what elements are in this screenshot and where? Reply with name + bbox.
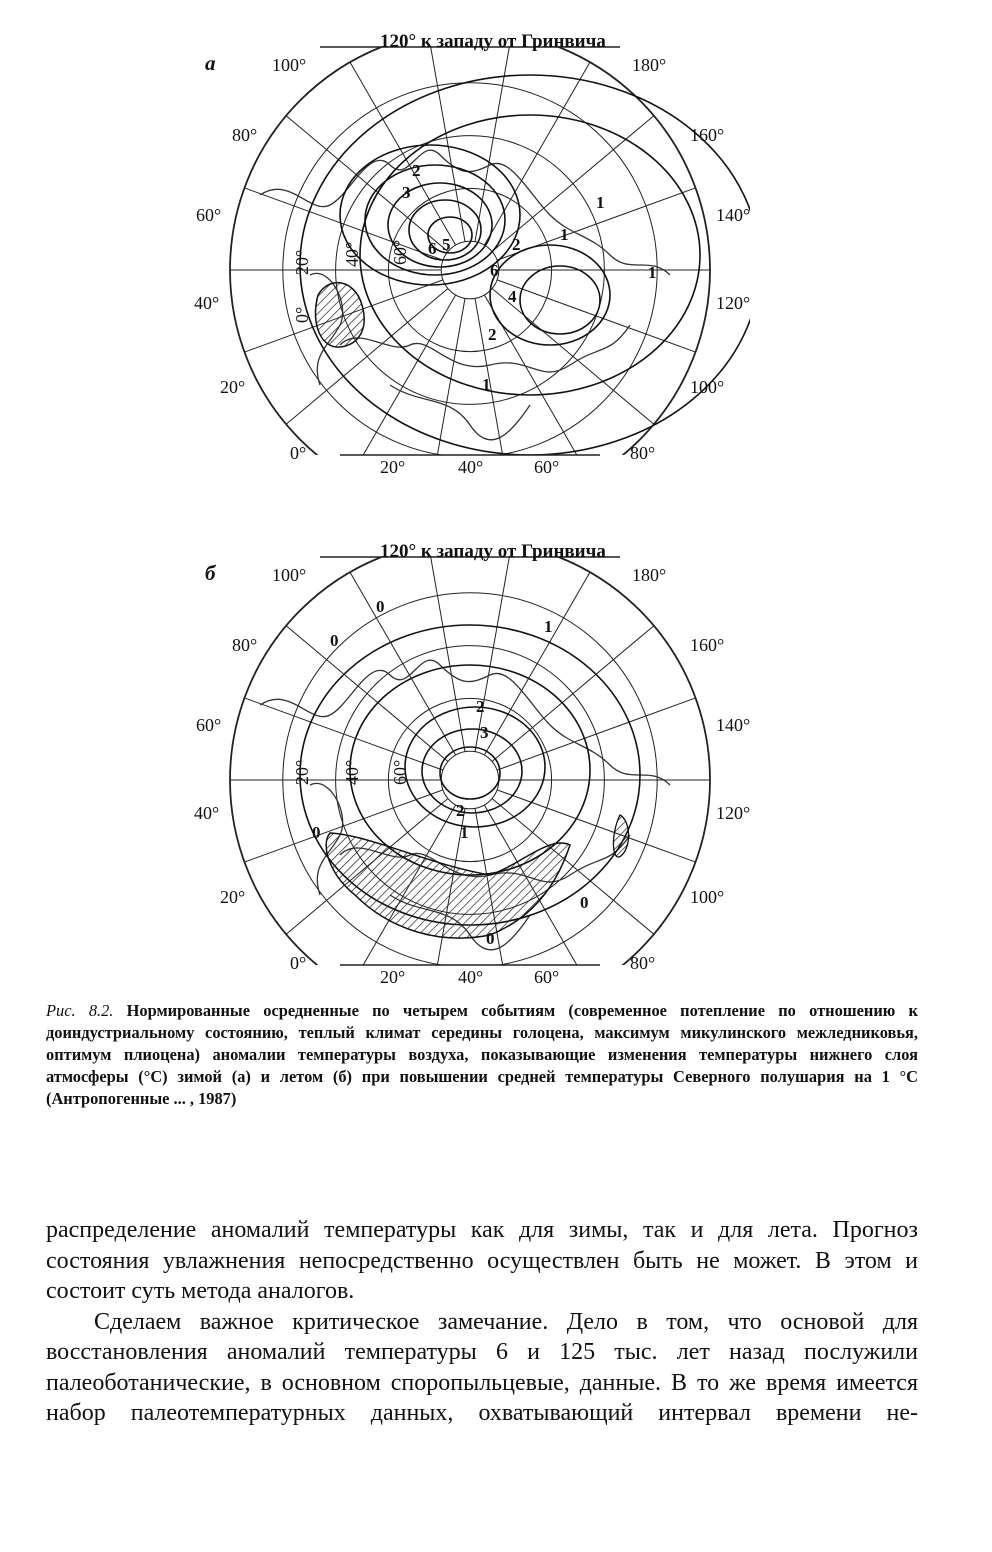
panel-letter: б: [205, 561, 216, 585]
contour-label: 0: [330, 631, 339, 650]
contour-label: 1: [544, 617, 553, 636]
panel-letter: а: [205, 51, 216, 75]
lon-label-left: 20°: [220, 377, 246, 397]
contour-label: 6: [490, 261, 499, 280]
lon-label-right: 100°: [690, 887, 725, 907]
figure-ref: Рис. 8.2.: [46, 1001, 114, 1020]
meridian-line: [497, 790, 695, 862]
polar-map-winter: [190, 25, 750, 495]
hatched-region: [315, 283, 364, 347]
contour-label: 1: [460, 823, 469, 842]
meridian-line: [350, 295, 456, 478]
figure-caption: [46, 1000, 918, 1110]
lon-label-right: 120°: [716, 803, 751, 823]
contour-label: 5: [442, 235, 451, 254]
meridian-line: [475, 544, 512, 752]
lon-label-right: 120°: [716, 293, 751, 313]
meridian-line: [475, 34, 512, 242]
contour-label: 6: [428, 239, 437, 258]
contour-label: 1: [482, 375, 491, 394]
paragraph: распределение аномалий температуры как для зимы, так и для лета. Прогноз состояния увлажнения непосредственно осуществлен быть не может. В этом и состоит суть метода аналогов.: [46, 1217, 918, 1304]
isoline: [520, 266, 600, 334]
contour-label: 1: [560, 225, 569, 244]
isoline: [440, 747, 500, 799]
lat-label: 60°: [390, 239, 410, 265]
lon-label-left: 60°: [196, 205, 222, 225]
lon-label-bottom: 60°: [534, 457, 560, 477]
contour-label: 2: [456, 801, 465, 820]
lon-label-right: 80°: [630, 443, 656, 463]
paragraph: Сделаем важное критическое замечание. Дело в том, что основой для восстановления аномалий температуры 6 и 125 тыс. лет назад послужили палеоботанические, в основном споропыльцевые, данные. В то же время имеется набор палеотемпературных данных, охватывающий интервал времени не-: [46, 1308, 918, 1426]
hatched-region: [613, 815, 628, 857]
lon-label-bottom: 40°: [458, 457, 484, 477]
meridian-line: [350, 572, 456, 755]
lon-label-right: 80°: [630, 953, 656, 973]
lon-label-left: 100°: [272, 565, 307, 585]
meridian-line: [484, 62, 590, 245]
lon-label-left: 40°: [194, 293, 220, 313]
lon-label-bottom: 20°: [380, 457, 406, 477]
isoline: [422, 729, 522, 813]
lon-label-left: 80°: [232, 125, 258, 145]
lon-label-left: 80°: [232, 635, 258, 655]
lon-label-right: 160°: [690, 635, 725, 655]
lon-label-left: 60°: [196, 715, 222, 735]
contour-label: 2: [512, 235, 521, 254]
lat-label: 0°: [292, 306, 312, 323]
lat-label: 60°: [390, 759, 410, 785]
polar-map-summer: [190, 535, 750, 1005]
meridian-line: [428, 544, 465, 752]
lon-label-left: 0°: [290, 953, 307, 973]
lon-label-left: 40°: [194, 803, 220, 823]
lon-label-bottom: 60°: [534, 967, 560, 987]
latitude-circle: [441, 751, 499, 809]
lon-label-right: 140°: [716, 205, 751, 225]
contour-label: 2: [488, 325, 497, 344]
contour-label: 0: [376, 597, 385, 616]
contour-label: 4: [508, 287, 517, 306]
contour-label: 0: [486, 929, 495, 948]
meridian-line: [484, 572, 590, 755]
meridian-line: [492, 289, 654, 425]
isoline: [360, 115, 700, 395]
lon-label-left: 20°: [220, 887, 246, 907]
lon-label-bottom: 40°: [458, 967, 484, 987]
lat-label: 40°: [342, 241, 362, 267]
contour-label: 3: [480, 723, 489, 742]
lon-label-right: 140°: [716, 715, 751, 735]
lon-label-bottom: 20°: [380, 967, 406, 987]
meridian-line: [286, 626, 448, 762]
hatched-region: [326, 833, 570, 938]
contour-label: 2: [476, 697, 485, 716]
body-text: [46, 1215, 918, 1429]
map-panel-a: [190, 25, 750, 495]
map-panel-b: [190, 535, 750, 1005]
contour-label: 2: [412, 161, 421, 180]
lat-label: 20°: [292, 759, 312, 785]
lon-label-right: 180°: [632, 55, 667, 75]
contour-label: 1: [648, 263, 657, 282]
lon-label-right: 160°: [690, 125, 725, 145]
lon-label-right: 100°: [690, 377, 725, 397]
meridian-line: [428, 34, 465, 242]
map-title: 120° к западу от Гринвича: [380, 31, 606, 52]
lon-label-left: 100°: [272, 55, 307, 75]
lon-label-left: 0°: [290, 443, 307, 463]
meridian-line: [497, 698, 695, 770]
contour-label: 0: [580, 893, 589, 912]
figure-caption-text: Нормированные осредненные по четырем событиям (современное потепление по отношению к доиндустриальному состоянию, теплый климат середины голоцена, максимум микулинского межледниковья, оптимум плиоцена) аномалии температуры воздуха, показывающие изменения температуры нижнего слоя атмосферы (°C) зимой (а) и летом (б) при повышении средней температуры Северного полушария на 1 °C (Антропогенные ... , 1987): [46, 1001, 919, 1108]
lat-label: 40°: [342, 759, 362, 785]
lat-label: 20°: [292, 249, 312, 275]
contour-label: 0: [312, 823, 321, 842]
lon-label-right: 180°: [632, 565, 667, 585]
contour-label: 3: [402, 183, 411, 202]
contour-label: 1: [596, 193, 605, 212]
map-title: 120° к западу от Гринвича: [380, 541, 606, 562]
